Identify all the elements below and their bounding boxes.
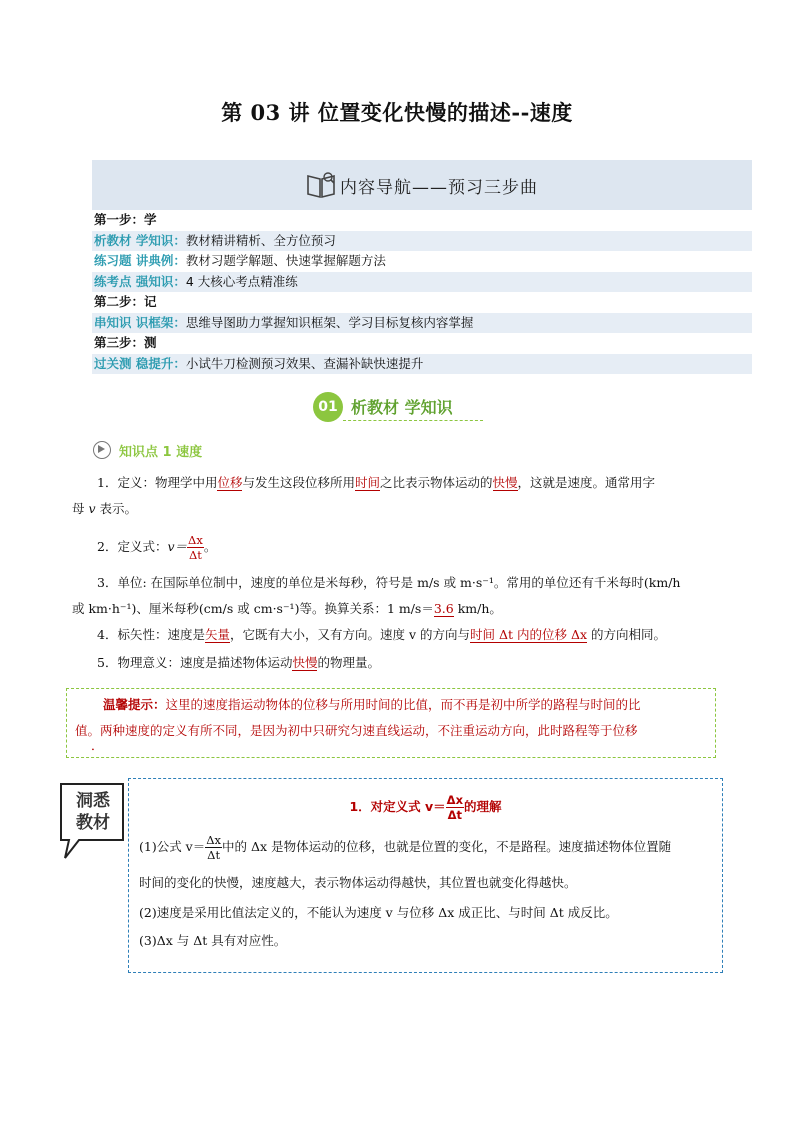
stamp-line-2: 教材 <box>76 813 110 833</box>
box-point-1-cont: 时间的变化的快慢，速度越大，表示物体运动得越快，其位置也就变化得越快。 <box>139 875 577 890</box>
nav-row: 第三步：测 <box>94 335 157 350</box>
nav-row: 练考点 强知识：4 大核心考点精准练 <box>92 272 752 293</box>
tip-box: 温馨提示：这里的速度指运动物体的位移与所用时间的比值，而不再是初中所学的路程与时间的比 值。两种速度的定义有所不同，是因为初中只研究匀速直线运动，不注重运动方向，此时路程等于位移 ． <box>66 688 716 758</box>
box-point-3: (3)Δx 与 Δt 具有对应性。 <box>139 933 287 948</box>
box-point-2: (2)速度是采用比值法定义的，不能认为速度 v 与位移 Δx 成正比、与时间 Δt 成反比。 <box>139 905 618 920</box>
vector-paragraph: 4．标矢性：速度是矢量，它既有大小，又有方向。速度 v 的方向与时间 Δt 内的位移 Δx 的方向相同。 <box>97 627 667 642</box>
point-fraction: $\frac{\Delta x}{\Delta t}$ <box>206 833 222 862</box>
unit-paragraph: 3．单位: 在国际单位制中，速度的单位是米每秒，符号是 m/s 或 m·s⁻¹。常用的单位还有千米每时(km/h 或 km·h⁻¹)、厘米每秒(cm/s 或 cm·s⁻¹)等。换算关系：1 m/s＝3.6 km/h。 <box>72 575 681 616</box>
box-point-1: (1)公式 v＝ $\frac{\Delta x}{\Delta t}$ 中的 Δx 是物体运动的位移，也就是位置的变化，不是路程。速度描述物体位置随 <box>139 833 672 862</box>
nav-row: 过关测 稳提升：小试牛刀检测预习效果、查漏补缺快速提升 <box>92 354 752 375</box>
section-number: 01 <box>313 392 343 422</box>
formula-fraction: $\frac{\Delta x}{\Delta t}$ <box>188 533 203 562</box>
content-navigation <box>92 160 752 380</box>
box-heading: 1．对定义式 v＝ $\frac{\Delta x}{\Delta t}$ 的理解 <box>349 793 502 822</box>
understanding-box <box>128 778 723 973</box>
knowledge-point-heading <box>93 440 202 460</box>
definition-paragraph: 1．定义：物理学中用位移与发生这段位移所用时间之比表示物体运动的快慢，这就是速度。通常用字 母 v 表示。 <box>72 475 656 516</box>
nav-row: 第二步：记 <box>94 294 157 309</box>
arrow-circle-icon <box>93 441 111 459</box>
book-icon <box>306 170 336 200</box>
section-underline <box>343 420 483 421</box>
nav-row: 第一步：学 <box>94 212 157 227</box>
meaning-paragraph: 5．物理意义：速度是描述物体运动快慢的物理量。 <box>97 655 380 670</box>
section-badge <box>313 392 483 422</box>
knowledge-point-label: 知识点 1 速度 <box>119 444 203 460</box>
page-title: 第 03 讲 位置变化快慢的描述--速度 <box>221 100 573 125</box>
nav-row: 串知识 识框架：思维导图助力掌握知识框架、学习目标复核内容掌握 <box>92 313 752 334</box>
heading-fraction: $\frac{\Delta x}{\Delta t}$ <box>446 793 463 822</box>
formula-paragraph: 2．定义式：v＝ $\frac{\Delta x}{\Delta t}$ 。 <box>97 533 217 562</box>
nav-row: 析教材 学知识：教材精讲精析、全方位预习 <box>92 231 752 252</box>
nav-row: 练习题 讲典例：教材习题学解题、快速掌握解题方法 <box>94 253 386 268</box>
section-label: 析教材 学知识 <box>351 398 453 417</box>
textbook-insight-stamp <box>57 780 127 862</box>
navigation-title: 内容导航——预习三步曲 <box>340 177 538 198</box>
navigation-header <box>92 160 752 210</box>
stamp-line-1: 洞悉 <box>76 791 110 811</box>
